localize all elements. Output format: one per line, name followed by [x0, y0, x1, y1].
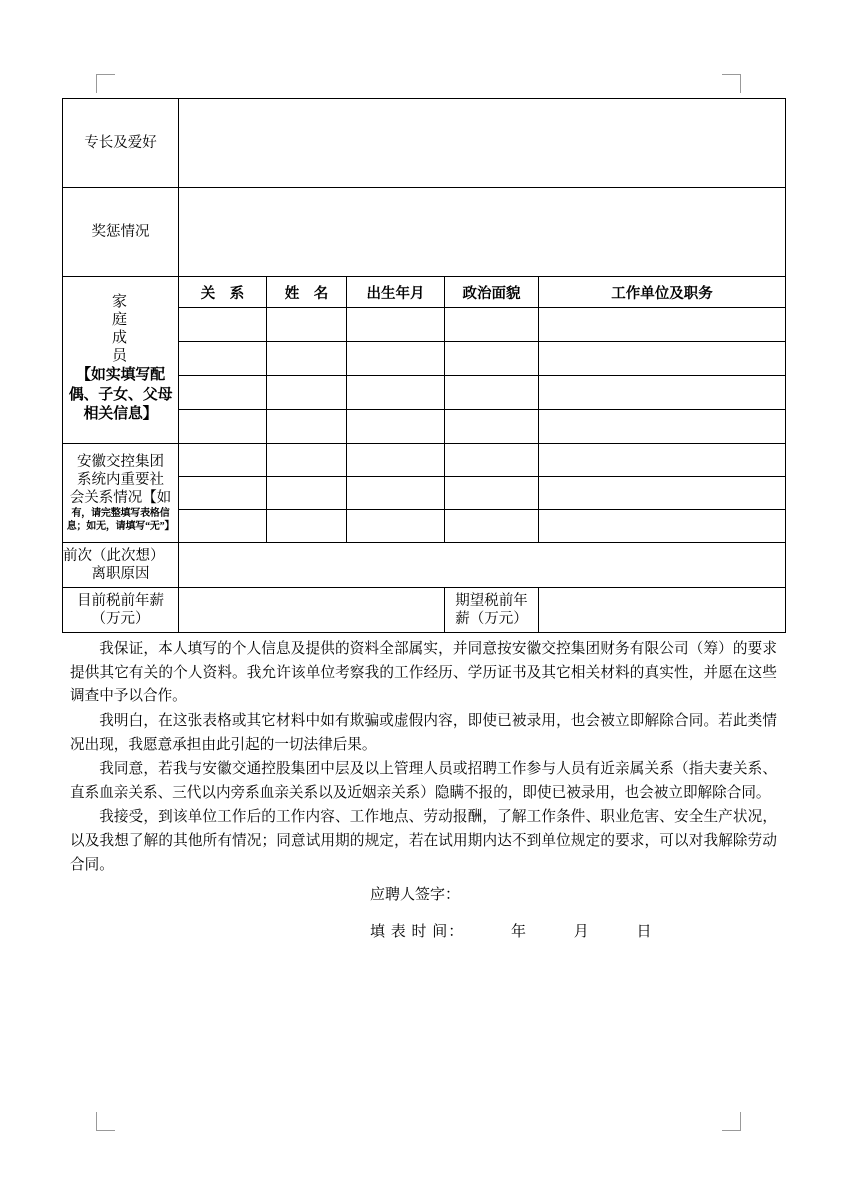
cell-relation-name[interactable]: [267, 444, 347, 477]
leave-reason-line-1: 前次（此次想）: [63, 547, 165, 564]
cell-relation-name[interactable]: [267, 477, 347, 510]
cell-relation-relation[interactable]: [179, 510, 267, 543]
label-group-social-relations: [63, 444, 179, 543]
family-label-stack: [63, 294, 178, 426]
cell-relation-birth[interactable]: [347, 510, 445, 543]
relations-note-line-2: 息；如无，请填写“无”】: [66, 521, 175, 533]
relations-note-line-1: 有，请完整填写表格信: [71, 508, 170, 520]
cell-family-relation[interactable]: [179, 308, 267, 342]
cell-family-name[interactable]: [267, 308, 347, 342]
crop-mark-top-left: [96, 74, 115, 93]
column-header-name: 姓 名: [267, 277, 347, 308]
family-label-char-1: 家: [111, 294, 129, 311]
cell-relation-relation[interactable]: [179, 444, 267, 477]
table-row-awards: [63, 188, 786, 277]
column-header-political: 政治面貌: [445, 277, 539, 308]
cell-family-relation[interactable]: [179, 410, 267, 444]
date-line: [70, 920, 777, 944]
cell-relation-work-unit[interactable]: [539, 444, 786, 477]
date-day: 日: [636, 923, 653, 940]
cell-relation-political[interactable]: [445, 444, 539, 477]
field-current-salary[interactable]: [179, 588, 445, 633]
current-salary-line-2: （万元）: [91, 611, 150, 627]
declaration-paragraph-1: 我保证，本人填写的个人信息及提供的资料全部属实，并同意按安徽交控集团财务有限公司（筹）的要求提供其它有关的个人资料。我允许该单位考察我的工作经历、学历证书及其它相关材料的真实性，并愿在这些调查中予以合作。: [70, 641, 777, 705]
date-year: 年: [511, 923, 528, 940]
cell-relation-name[interactable]: [267, 510, 347, 543]
relations-label-line-2: 系统内重要社: [77, 471, 164, 488]
cell-family-political[interactable]: [445, 308, 539, 342]
table-row-salary: [63, 588, 786, 633]
cell-relation-birth[interactable]: [347, 444, 445, 477]
current-salary-line-1: 目前税前年薪: [77, 592, 164, 609]
cell-family-political[interactable]: [445, 410, 539, 444]
crop-mark-top-right: [722, 74, 741, 93]
cell-family-work-unit[interactable]: [539, 308, 786, 342]
table-header-row-family: [63, 277, 786, 308]
label-awards: 奖惩情况: [63, 188, 179, 277]
cell-family-name[interactable]: [267, 410, 347, 444]
date-month: 月: [573, 923, 590, 940]
label-current-salary: [63, 588, 179, 633]
cell-family-relation[interactable]: [179, 342, 267, 376]
cell-relation-work-unit[interactable]: [539, 510, 786, 543]
label-family-member: [63, 277, 179, 444]
label-expected-salary: [445, 588, 539, 633]
cell-relation-work-unit[interactable]: [539, 477, 786, 510]
declaration-section: [62, 633, 785, 944]
table-row-leave-reason: [63, 543, 786, 588]
crop-mark-bottom-left: [96, 1112, 115, 1131]
relations-label-lines: [63, 453, 178, 533]
family-label-char-3: 成: [111, 329, 129, 346]
field-specialty[interactable]: [179, 99, 786, 188]
cell-relation-political[interactable]: [445, 477, 539, 510]
cell-family-work-unit[interactable]: [539, 342, 786, 376]
leave-reason-line-2: 离职原因: [91, 566, 150, 582]
relations-label-line-1: 安徽交控集团: [77, 453, 164, 470]
cell-family-name[interactable]: [267, 342, 347, 376]
cell-family-birth[interactable]: [347, 410, 445, 444]
cell-family-work-unit[interactable]: [539, 376, 786, 410]
cell-family-name[interactable]: [267, 376, 347, 410]
cell-family-work-unit[interactable]: [539, 410, 786, 444]
cell-family-birth[interactable]: [347, 342, 445, 376]
field-awards[interactable]: [179, 188, 786, 277]
column-header-relation: 关 系: [179, 277, 267, 308]
label-leave-reason: [63, 543, 179, 588]
field-expected-salary[interactable]: [539, 588, 786, 633]
declaration-paragraph-4: 我接受，到该单位工作后的工作内容、工作地点、劳动报酬，了解工作条件、职业危害、安全生产状况，以及我想了解的其他所有情况；同意试用期的规定，若在试用期内达不到单位规定的要求，可以对我解除劳动合同。: [70, 809, 777, 873]
label-specialty: 专长及爱好: [63, 99, 179, 188]
cell-family-political[interactable]: [445, 342, 539, 376]
relations-label-line-3: 会关系情况【如: [69, 490, 172, 507]
family-label-char-2: 庭: [111, 312, 129, 328]
family-label-note: 【如实填写配偶、子女、父母相关信息】: [68, 367, 173, 423]
application-form-page: [62, 98, 785, 944]
cell-family-birth[interactable]: [347, 376, 445, 410]
column-header-birth: 出生年月: [347, 277, 445, 308]
cell-relation-political[interactable]: [445, 510, 539, 543]
cell-family-political[interactable]: [445, 376, 539, 410]
column-header-work-unit: 工作单位及职务: [539, 277, 786, 308]
declaration-paragraph-3: 我同意，若我与安徽交通控股集团中层及以上管理人员或招聘工作参与人员有近亲属关系（指夫妻关系、直系血亲关系、三代以内旁系血亲关系以及近姻亲关系）隐瞒不报的，即使已被录用，也会被立即解除合同。: [70, 761, 777, 801]
expected-salary-line-1: 期望税前年: [455, 592, 528, 609]
family-label-char-4: 员: [111, 347, 129, 364]
expected-salary-line-2: 薪（万元）: [455, 611, 528, 627]
cell-relation-birth[interactable]: [347, 477, 445, 510]
date-prefix: 填 表 时 间：: [370, 923, 465, 940]
declaration-paragraph-2: 我明白，在这张表格或其它材料中如有欺骗或虚假内容，即使已被录用，也会被立即解除合同。若此类情况出现，我愿意承担由此引起的一切法律后果。: [70, 712, 777, 753]
signature-label: 应聘人签字：: [370, 887, 461, 904]
crop-mark-bottom-right: [722, 1112, 741, 1131]
cell-relation-relation[interactable]: [179, 477, 267, 510]
cell-family-relation[interactable]: [179, 376, 267, 410]
table-row-specialty: [63, 99, 786, 188]
applicant-info-table: [62, 98, 786, 633]
cell-family-birth[interactable]: [347, 308, 445, 342]
table-row: [63, 444, 786, 477]
field-leave-reason[interactable]: [179, 543, 786, 588]
